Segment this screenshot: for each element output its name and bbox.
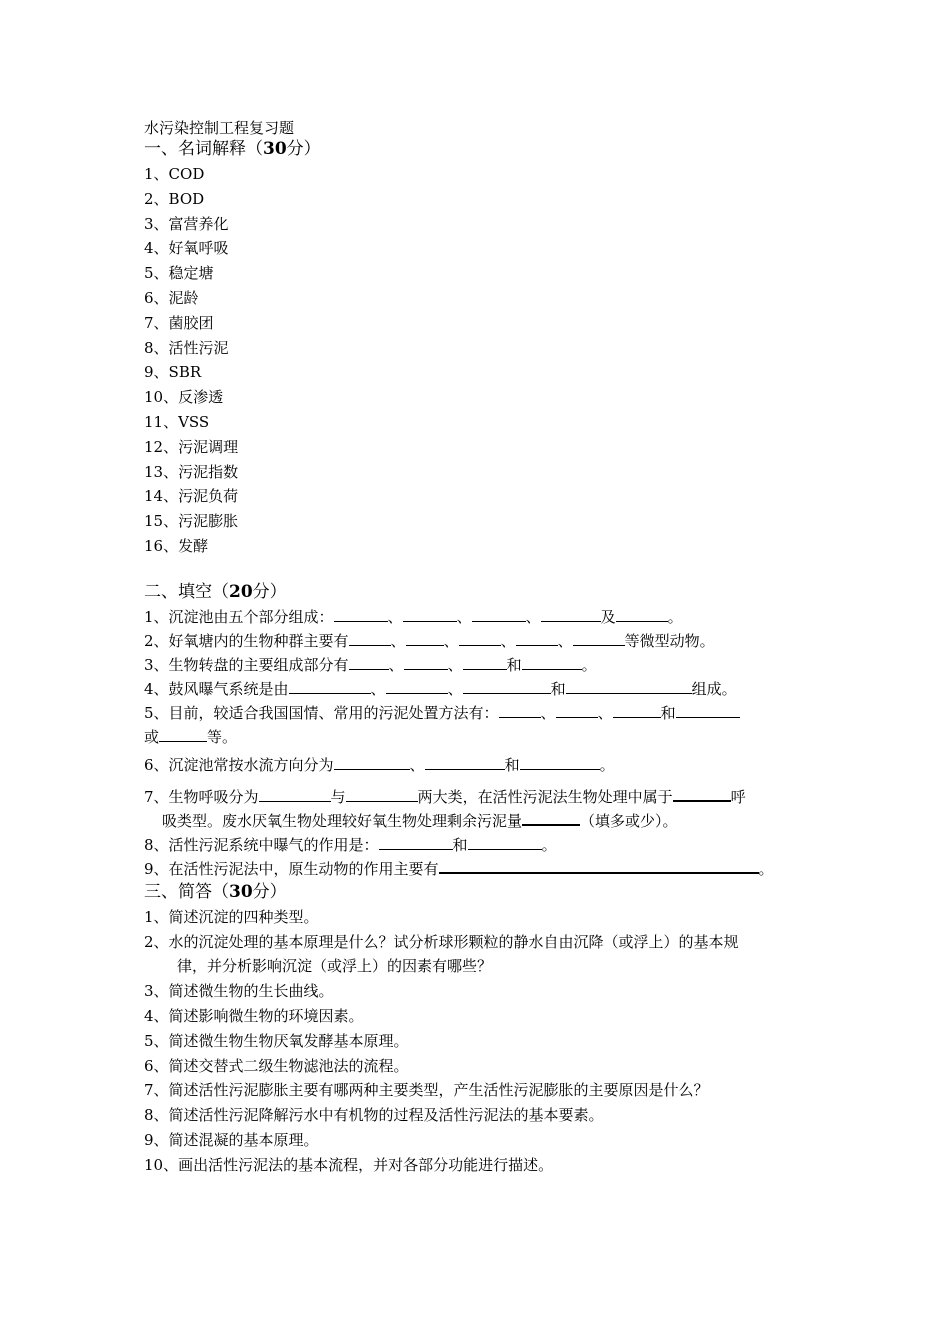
question-text: 或 — [144, 727, 160, 746]
term-item: 10、反渗透 — [144, 388, 224, 407]
answer-blank — [379, 834, 453, 850]
answer-blank — [459, 630, 501, 646]
separator: 、 — [597, 703, 613, 722]
fill-question-8 — [144, 833, 814, 857]
section-3-points: 30 — [229, 881, 253, 902]
short-answer-item: 10、画出活性污泥法的基本流程，并对各部分功能进行描述。 — [144, 1155, 554, 1174]
answer-blank — [259, 786, 331, 802]
section-1-heading-suffix: 分） — [286, 139, 321, 159]
answer-blank — [616, 606, 668, 622]
end-punct: 。 — [667, 607, 683, 626]
section-2-points: 20 — [229, 581, 253, 602]
answer-blank — [463, 654, 507, 670]
short-answer-list — [144, 905, 814, 1178]
section-3-heading-prefix: 三、简答（ — [144, 881, 229, 902]
fill-question-9 — [144, 857, 814, 881]
question-text-end: 等。 — [207, 727, 238, 746]
answer-blank — [404, 654, 448, 670]
answer-blank — [516, 630, 558, 646]
section-1-heading-prefix: 一、名词解释（ — [144, 139, 263, 159]
end-punct: 。 — [599, 755, 615, 774]
section-2-heading — [144, 581, 814, 605]
separator: 、 — [447, 655, 463, 674]
short-answer-item: 2、水的沉淀处理的基本原理是什么？试分析球形颗粒的静水自由沉降（或浮上）的基本规 — [144, 932, 739, 951]
term-item: 4、好氧呼吸 — [144, 239, 229, 258]
fill-question-7-cont — [144, 809, 814, 833]
question-text: 6、沉淀池常按水流方向分为 — [144, 755, 334, 774]
term-item: 6、泥龄 — [144, 288, 199, 307]
fill-question-5 — [144, 701, 814, 725]
fill-question-7 — [144, 785, 814, 809]
short-answer-item: 4、简述影响微生物的环境因素。 — [144, 1006, 364, 1025]
answer-blank — [406, 630, 444, 646]
section-1-points: 30 — [263, 139, 287, 159]
conjunction: 及 — [600, 607, 616, 626]
question-text: 9、在活性污泥法中，原生动物的作用主要有 — [144, 859, 439, 878]
answer-blank — [289, 678, 371, 694]
short-answer-item: 6、简述交替式二级生物滤池法的流程。 — [144, 1056, 409, 1075]
term-item: 9、SBR — [144, 363, 202, 382]
end-punct: 。 — [758, 859, 774, 878]
question-text: 7、生物呼吸分为 — [144, 787, 259, 806]
answer-blank — [439, 857, 759, 874]
separator: 、 — [370, 679, 386, 698]
answer-blank — [334, 606, 388, 622]
answer-blank — [346, 786, 418, 802]
term-item: 8、活性污泥 — [144, 338, 229, 357]
conjunction: 和 — [550, 679, 566, 698]
question-text-end: 等微型动物。 — [624, 631, 715, 650]
term-item: 12、污泥调理 — [144, 437, 239, 456]
separator: 、 — [540, 703, 556, 722]
document-title: 水污染控制工程复习题 — [144, 119, 295, 137]
answer-blank — [349, 654, 389, 670]
question-text: 吸类型。废水厌氧生物处理较好氧生物处理剩余污泥量 — [162, 811, 523, 830]
separator: 、 — [525, 607, 541, 626]
terms-list — [144, 162, 814, 559]
conjunction: 和 — [660, 703, 676, 722]
separator: 、 — [387, 607, 403, 626]
fill-question-3 — [144, 653, 814, 677]
answer-blank — [522, 809, 580, 826]
conjunction: 和 — [452, 835, 468, 854]
term-item: 15、污泥膨胀 — [144, 512, 239, 531]
short-answer-item: 3、简述微生物的生长曲线。 — [144, 982, 334, 1001]
document-page — [144, 118, 814, 1178]
term-item: 5、稳定塘 — [144, 264, 214, 283]
fill-question-4 — [144, 677, 814, 701]
fill-question-6 — [144, 753, 814, 777]
spacer — [144, 777, 814, 785]
answer-blank — [349, 630, 391, 646]
answer-blank — [403, 606, 457, 622]
fill-question-2 — [144, 629, 814, 653]
question-text: 1、沉淀池由五个部分组成： — [144, 607, 334, 626]
question-text: 5、目前，较适合我国国情、常用的污泥处置方法有： — [144, 703, 499, 722]
short-answer-item: 9、简述混凝的基本原理。 — [144, 1130, 319, 1149]
separator: 、 — [447, 679, 463, 698]
fill-question-1 — [144, 605, 814, 629]
term-item: 3、富营养化 — [144, 214, 229, 233]
section-2-heading-prefix: 二、填空（ — [144, 581, 229, 602]
section-gap — [144, 559, 814, 581]
answer-blank — [463, 678, 551, 694]
answer-blank — [425, 754, 505, 770]
answer-blank — [468, 834, 542, 850]
end-punct: 。 — [541, 835, 557, 854]
term-item: 13、污泥指数 — [144, 462, 239, 481]
term-item: 11、VSS — [144, 412, 210, 431]
conjunction: 和 — [504, 755, 520, 774]
separator: 、 — [409, 755, 425, 774]
answer-blank — [541, 606, 601, 622]
answer-blank — [676, 702, 740, 718]
question-text: 8、活性污泥系统中曝气的作用是： — [144, 835, 379, 854]
separator: 、 — [443, 631, 459, 650]
question-text-end: （填多或少）。 — [580, 811, 678, 830]
answer-blank — [499, 702, 541, 718]
term-item: 7、菌胶团 — [144, 313, 214, 332]
answer-blank — [386, 678, 448, 694]
separator: 、 — [390, 631, 406, 650]
answer-blank — [573, 630, 625, 646]
answer-blank — [334, 754, 410, 770]
short-answer-item: 8、简述活性污泥降解污水中有机物的过程及活性污泥法的基本要素。 — [144, 1106, 604, 1125]
separator: 、 — [557, 631, 573, 650]
section-2-heading-suffix: 分） — [252, 581, 287, 602]
question-text: 呼 — [730, 787, 746, 806]
fill-question-5-cont — [144, 725, 814, 749]
answer-blank — [522, 654, 582, 670]
question-text: 3、生物转盘的主要组成部分有 — [144, 655, 349, 674]
section-1-heading — [144, 138, 814, 162]
separator: 、 — [388, 655, 404, 674]
conjunction: 和 — [506, 655, 522, 674]
term-item: 1、COD — [144, 165, 205, 183]
question-text: 2、好氧塘内的生物种群主要有 — [144, 631, 349, 650]
answer-blank — [613, 702, 661, 718]
answer-blank — [556, 702, 598, 718]
conjunction: 与 — [330, 787, 346, 806]
question-text: 4、鼓风曝气系统是由 — [144, 679, 289, 698]
question-text-end: 组成。 — [691, 679, 737, 698]
question-text: 两大类，在活性污泥法生物处理中属于 — [417, 787, 673, 806]
short-answer-item: 1、简述沉淀的四种类型。 — [144, 907, 319, 926]
short-answer-item: 7、简述活性污泥膨胀主要有哪两种主要类型，产生活性污泥膨胀的主要原因是什么？ — [144, 1081, 709, 1100]
short-answer-item-cont: 律，并分析影响沉淀（或浮上）的因素有哪些？ — [177, 957, 493, 976]
short-answer-item: 5、简述微生物生物厌氧发酵基本原理。 — [144, 1031, 409, 1050]
separator: 、 — [456, 607, 472, 626]
term-item: 14、污泥负荷 — [144, 487, 239, 506]
answer-blank — [673, 785, 731, 802]
section-3-heading-suffix: 分） — [252, 881, 287, 902]
answer-blank — [566, 678, 692, 694]
answer-blank — [159, 726, 207, 742]
end-punct: 。 — [581, 655, 597, 674]
term-item: 16、发酵 — [144, 536, 209, 555]
section-3-heading — [144, 881, 814, 905]
answer-blank — [520, 754, 600, 770]
term-item: 2、BOD — [144, 189, 205, 208]
separator: 、 — [500, 631, 516, 650]
answer-blank — [472, 606, 526, 622]
